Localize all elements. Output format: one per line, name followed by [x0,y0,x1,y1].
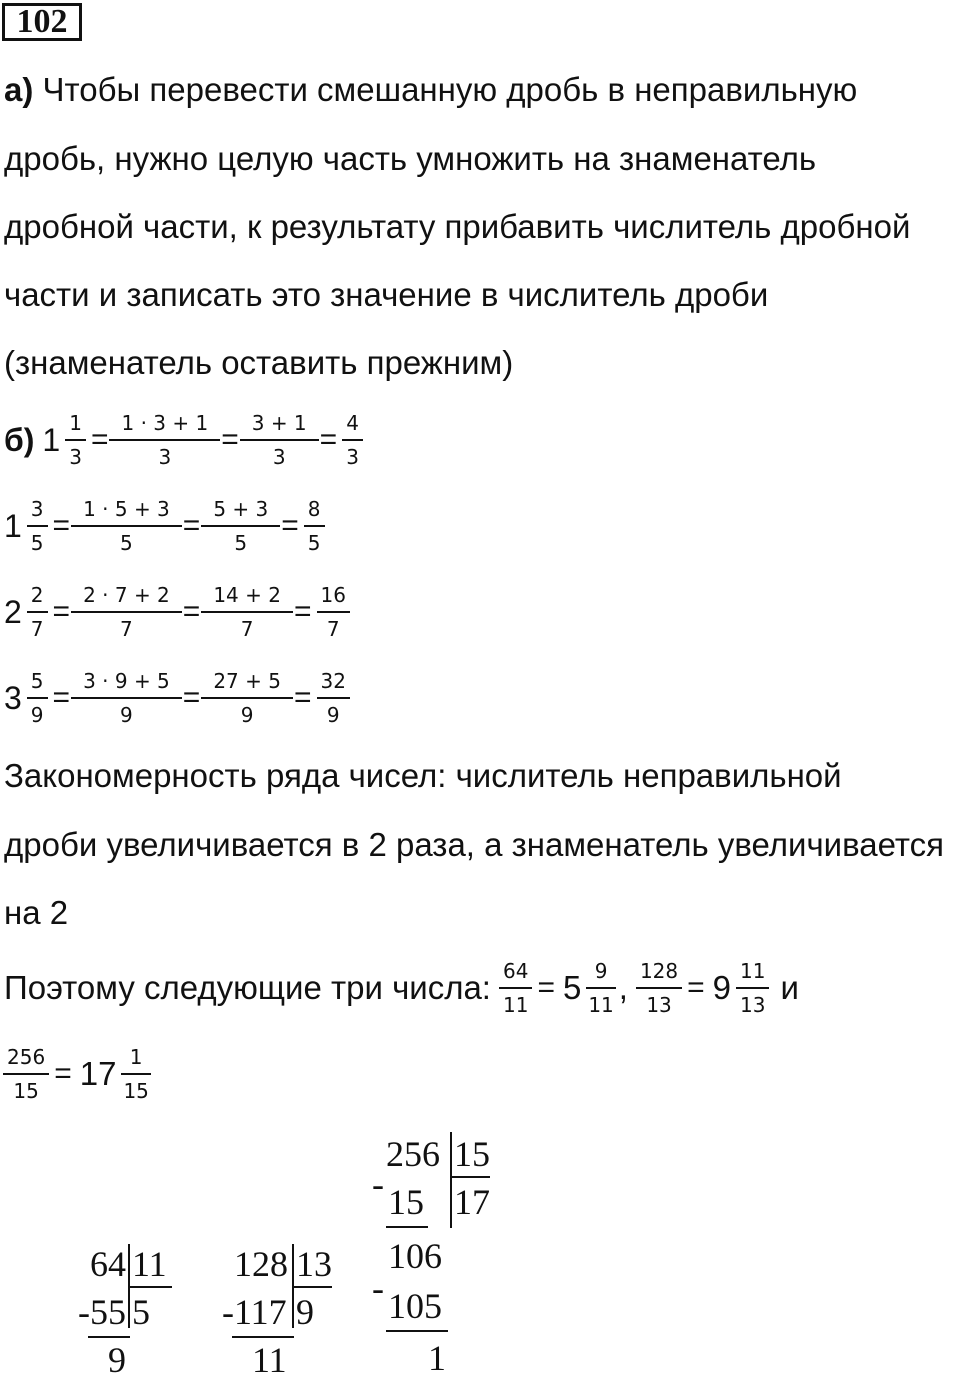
remainder: 9 [108,1340,126,1380]
minus-sign: - [78,1292,90,1332]
result-fraction: $\frac{8}{5}$ [306,496,323,556]
part-a-label: а) [4,71,34,108]
mixed-whole: 5 [562,969,582,1006]
subtraction-line [232,1336,294,1338]
dividend: 256 [386,1134,440,1174]
quotient: 17 [454,1182,490,1222]
part-a-line-2: дробь, нужно целую часть умножить на знаменатель [4,140,817,177]
remainder: 1 [428,1338,446,1378]
mixed-whole: 17 [79,1055,117,1092]
mixed-fraction: $\frac{1}{3}$ [67,410,84,470]
mixed-fraction: $\frac{9}{11}$ [588,959,614,1017]
step-1-fraction: $\frac{2 \cdot 7 + 2}{7}$ [77,582,176,642]
fraction-64-11: $\frac{64}{11}$ [501,958,530,1018]
problem-number: 102 [2,3,82,41]
divisor: 13 [296,1244,332,1284]
mixed-whole: 1 [42,421,61,458]
fraction-128-13: $\frac{128}{13}$ [638,958,680,1018]
equals-sign: = [281,509,299,542]
division-bar [450,1132,452,1228]
quotient-line [450,1176,490,1178]
step-2-fraction: $\frac{5 + 3}{5}$ [207,496,274,556]
step-2-fraction: $\frac{27 + 5}{9}$ [207,668,287,728]
conclusion-text: Поэтому следующие три числа: [4,969,491,1006]
minus-sign: - [222,1292,234,1332]
quotient: 9 [296,1292,314,1332]
part-a-line-4: части и записать это значение в числитель дроби [4,276,769,313]
subtrahend: 117 [234,1292,287,1332]
mixed-whole: 2 [4,593,22,630]
equals-sign: = [182,681,201,714]
mixed-fraction: $\frac{5}{9}$ [29,668,46,728]
part-b-row-3 [4,582,353,642]
mixed-fraction: $\frac{1}{15}$ [123,1045,149,1103]
equals-sign: = [293,681,312,714]
part-b-row-2 [4,496,328,556]
equals-sign: = [687,971,705,1004]
conclusion-row-2 [0,1044,154,1104]
result-fraction: $\frac{4}{3}$ [344,410,361,470]
dividend: 64 [90,1244,126,1284]
dividend: 128 [234,1244,288,1284]
step-2-fraction: $\frac{14 + 2}{7}$ [207,582,287,642]
long-division-256-15 [372,1130,502,1378]
equals-sign: = [52,595,71,628]
quotient-line [292,1286,332,1288]
part-b-row-4 [4,668,353,728]
part-b-row-1 [4,410,366,470]
minus-sign: - [372,1268,384,1308]
mixed-fraction: $\frac{11}{13}$ [738,958,767,1018]
subtraction-line-2 [386,1330,448,1332]
step-1-fraction: $\frac{1 \cdot 5 + 3}{5}$ [77,496,176,556]
step-1-fraction: $\frac{3 \cdot 9 + 5}{9}$ [77,668,176,728]
partial-dividend: 106 [388,1236,442,1276]
conclusion-row [4,958,799,1018]
divisor: 11 [132,1244,167,1284]
equals-sign: = [54,1057,72,1090]
mixed-fraction: $\frac{3}{5}$ [29,496,46,556]
long-division-64-11 [78,1240,178,1378]
mixed-whole: 3 [4,679,22,716]
mixed-whole: 9 [712,969,732,1006]
equals-sign: = [182,509,201,542]
quotient-line [128,1286,172,1288]
pattern-line-1: Закономерность ряда чисел: числитель неправильной [4,757,842,794]
step-1-fraction: $\frac{1 \cdot 3 + 1}{3}$ [115,410,214,470]
conjunction: и [780,969,799,1006]
fraction-256-15: $\frac{256}{15}$ [5,1044,47,1104]
subtrahend-2: 105 [388,1286,442,1326]
comma: , [618,969,628,1006]
pattern-line-3: на 2 [4,894,69,931]
result-fraction: $\frac{16}{7}$ [319,582,348,642]
subtrahend-1: 15 [388,1182,424,1222]
equals-sign: = [319,423,338,456]
equals-sign: = [537,971,555,1004]
mixed-fraction: $\frac{2}{7}$ [29,582,46,642]
part-a-line-3: дробной части, к результату прибавить числитель дробной [4,208,911,245]
pattern-line-2: дроби увеличивается в 2 раза, а знаменатель увеличивается [4,826,944,863]
equals-sign: = [293,595,312,628]
minus-sign: - [372,1164,384,1204]
equals-sign: = [52,509,71,542]
part-a-text-1: Чтобы перевести смешанную дробь в неправильную [42,71,858,108]
subtraction-line [88,1336,130,1338]
long-division-128-13 [222,1240,342,1378]
mixed-whole: 1 [4,507,22,544]
equals-sign: = [182,595,201,628]
step-2-fraction: $\frac{3 + 1}{3}$ [246,410,313,470]
subtrahend: 55 [90,1292,126,1332]
equals-sign: = [52,681,71,714]
part-a-line-1 [4,70,857,110]
part-a-line-5: (знаменатель оставить прежним) [4,344,514,381]
equals-sign: = [90,423,109,456]
divisor: 15 [454,1134,490,1174]
subtraction-line-1 [386,1226,428,1228]
equals-sign: = [221,423,239,456]
part-b-label: б) [4,421,35,458]
result-fraction: $\frac{32}{9}$ [319,668,348,728]
quotient: 5 [132,1292,150,1332]
remainder: 11 [252,1340,287,1380]
